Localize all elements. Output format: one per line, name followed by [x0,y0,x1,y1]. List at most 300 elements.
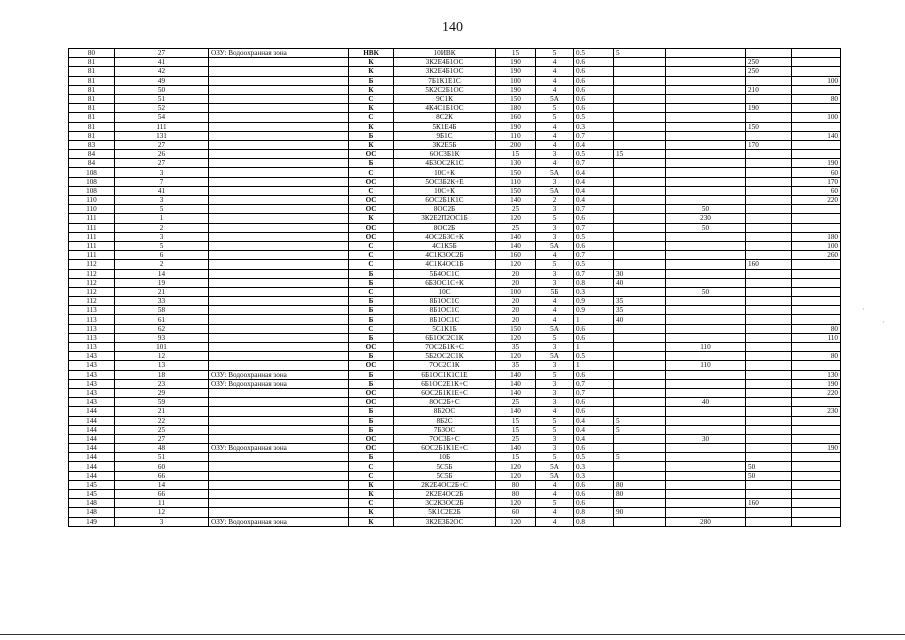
table-cell: 113 [69,343,115,352]
table-cell [746,251,792,260]
table-cell: 0.7 [574,223,614,232]
table-cell: 0.6 [574,444,614,453]
table-cell: 210 [746,85,792,94]
table-row [69,343,841,352]
table-cell: 4 [536,306,574,315]
table-cell: 9С1К [394,94,496,103]
table-cell: 5 [614,416,666,425]
table-cell [209,131,349,140]
table-cell: 5С5Б [394,462,496,471]
table-cell: 113 [69,315,115,324]
table-cell: 11 [115,499,209,508]
table-cell: 4ОС2Б3С+К [394,232,496,241]
table-cell [666,104,746,113]
table-cell [209,462,349,471]
table-cell: 6 [115,251,209,260]
table-cell [209,278,349,287]
table-row [69,85,841,94]
table-cell: 3К2Е4Б1ОС [394,58,496,67]
table-cell: Б [349,315,394,324]
table-cell [209,407,349,416]
table-cell: 33 [115,297,209,306]
table-cell: 15 [496,416,536,425]
table-row [69,113,841,122]
table-cell [209,177,349,186]
table-cell: 8Б2С [394,416,496,425]
table-cell: 60 [496,508,536,517]
table-cell: 5 [536,113,574,122]
table-cell: 23 [115,379,209,388]
table-cell [746,131,792,140]
table-cell [614,223,666,232]
table-cell [614,499,666,508]
table-cell: 111 [69,223,115,232]
table-cell [614,370,666,379]
table-cell: 50 [746,462,792,471]
table-cell: 250 [746,67,792,76]
scan-artifact: · [862,305,865,314]
table-cell [792,434,841,443]
table-cell [746,490,792,499]
table-cell: 100 [792,113,841,122]
table-cell [209,214,349,223]
table-cell: 50 [746,471,792,480]
table-cell: 144 [69,416,115,425]
table-cell: 13 [115,361,209,370]
table-cell: 140 [792,131,841,140]
table-row [69,58,841,67]
table-cell [209,499,349,508]
table-cell: 0.9 [574,297,614,306]
table-cell: 3 [536,150,574,159]
table-cell: 0.9 [574,306,614,315]
table-cell: ОЗУ: Водоохранная зона [209,379,349,388]
table-cell: С [349,287,394,296]
table-cell: 4Б3ОС2К1С [394,159,496,168]
table-cell [209,150,349,159]
table-cell: К [349,517,394,526]
table-cell: ОС [349,361,394,370]
table-cell: 3К2Е4Б1ОС [394,67,496,76]
table-cell: Б [349,407,394,416]
table-cell [792,398,841,407]
table-cell: 250 [746,58,792,67]
table-cell: 120 [496,260,536,269]
table-cell: 3 [115,232,209,241]
page-edge-line [0,634,905,635]
table-cell: 190 [496,58,536,67]
table-cell: 0.7 [574,159,614,168]
table-cell [614,67,666,76]
table-cell [209,398,349,407]
table-cell [209,85,349,94]
table-cell: 80 [792,324,841,333]
table-cell: ОС [349,196,394,205]
table-row [69,517,841,526]
table-cell: 5 [536,425,574,434]
table-cell: 2 [536,196,574,205]
table-cell: 50 [115,85,209,94]
table-cell: С [349,324,394,333]
table-cell: 100 [496,76,536,85]
table-cell [746,269,792,278]
table-cell: 0.6 [574,214,614,223]
table-cell: 20 [496,315,536,324]
table-cell: 120 [496,214,536,223]
table-cell [614,76,666,85]
table-cell: 180 [792,232,841,241]
table-cell [614,388,666,397]
table-cell [792,480,841,489]
table-cell: 3 [536,205,574,214]
table-cell: 80 [792,94,841,103]
table-cell: 0.4 [574,177,614,186]
table-cell [666,159,746,168]
table-cell: 6Б3ОС1С+К [394,278,496,287]
table-cell [666,324,746,333]
table-cell: 5 [536,104,574,113]
table-cell [209,361,349,370]
table-cell: ОС [349,388,394,397]
table-cell: 4С1К3ОС2Б [394,251,496,260]
table-cell [209,480,349,489]
table-body [69,49,841,527]
table-cell [792,306,841,315]
table-cell [666,150,746,159]
table-cell [209,490,349,499]
table-cell [614,196,666,205]
table-cell: 50 [666,205,746,214]
table-cell: 140 [496,388,536,397]
table-row [69,186,841,195]
table-cell [209,168,349,177]
table-cell: 61 [115,315,209,324]
table-cell [666,260,746,269]
table-cell: 25 [496,398,536,407]
table-cell: 4 [536,140,574,149]
table-cell: 0.8 [574,278,614,287]
table-row [69,94,841,103]
table-cell [666,140,746,149]
table-cell: 100 [792,76,841,85]
table-cell: 3 [536,388,574,397]
table-cell: 5А [536,471,574,480]
table-cell: 81 [69,67,115,76]
table-cell: 111 [69,251,115,260]
table-cell [666,379,746,388]
table-cell: 220 [792,196,841,205]
table-row [69,388,841,397]
table-cell: 190 [746,104,792,113]
table-cell: 143 [69,379,115,388]
table-cell: 5К1Е4Б [394,122,496,131]
table-cell: 230 [666,214,746,223]
table-cell: С [349,186,394,195]
table-cell [614,94,666,103]
table-cell [209,223,349,232]
table-cell: 0.5 [574,232,614,241]
table-cell: 0.3 [574,287,614,296]
table-cell [792,140,841,149]
table-cell [792,205,841,214]
table-cell: 4 [536,122,574,131]
table-cell [792,517,841,526]
table-cell [666,177,746,186]
table-row [69,122,841,131]
table-cell: 40 [614,278,666,287]
table-cell: 7 [115,177,209,186]
table-cell: 30 [666,434,746,443]
table-cell [666,471,746,480]
table-row [69,241,841,250]
table-cell [209,232,349,241]
table-cell [209,297,349,306]
table-cell: 5Б2ОС2С1К [394,352,496,361]
table-cell: 190 [792,379,841,388]
table-cell: 149 [69,517,115,526]
table-cell [666,352,746,361]
table-cell: 4 [536,490,574,499]
table-cell: ОЗУ: Водоохранная зона [209,370,349,379]
table-cell [614,324,666,333]
table-row [69,251,841,260]
table-cell [666,168,746,177]
table-cell: 10С [394,287,496,296]
table-cell: 150 [496,186,536,195]
table-cell: 0.3 [574,462,614,471]
table-cell: 190 [792,159,841,168]
table-cell: 2 [115,223,209,232]
table-cell: 113 [69,333,115,342]
table-cell [792,269,841,278]
table-row [69,471,841,480]
table-cell: 0.6 [574,324,614,333]
table-cell: 3 [536,361,574,370]
table-row [69,499,841,508]
table-cell: С [349,499,394,508]
table-cell: 3 [536,444,574,453]
table-cell [666,113,746,122]
table-cell: 12 [115,508,209,517]
table-cell [209,186,349,195]
table-cell [746,508,792,517]
table-cell: 5 [536,499,574,508]
table-cell: 120 [496,499,536,508]
table-cell: 19 [115,278,209,287]
table-cell: 143 [69,361,115,370]
table-cell [666,241,746,250]
table-cell: К [349,58,394,67]
table-cell: 80 [614,480,666,489]
table-cell: 0.6 [574,85,614,94]
table-cell: 120 [496,352,536,361]
table-cell [209,425,349,434]
table-cell: 83 [69,140,115,149]
table-cell: 0.7 [574,131,614,140]
table-row [69,480,841,489]
table-row [69,398,841,407]
table-cell: НВК [349,49,394,58]
table-cell: 5С1К1Б [394,324,496,333]
table-cell: 80 [792,352,841,361]
table-cell: 2К2Е4ОС2Б [394,490,496,499]
table-cell [746,186,792,195]
table-cell: 0.3 [574,122,614,131]
table-cell [666,444,746,453]
table-cell: Б [349,76,394,85]
table-cell: Б [349,453,394,462]
table-cell [746,205,792,214]
table-row [69,269,841,278]
table-cell [666,232,746,241]
table-cell: 66 [115,490,209,499]
table-cell: Б [349,370,394,379]
table-cell [209,416,349,425]
table-cell [614,352,666,361]
table-cell: 51 [115,94,209,103]
table-row [69,416,841,425]
table-cell: ОС [349,232,394,241]
table-cell: 140 [496,241,536,250]
table-cell: 80 [614,490,666,499]
table-cell: 148 [69,508,115,517]
table-cell [666,370,746,379]
table-cell [209,251,349,260]
table-cell: К [349,214,394,223]
table-cell [792,150,841,159]
table-cell [209,306,349,315]
table-cell: 15 [496,49,536,58]
table-cell [209,58,349,67]
table-cell [746,398,792,407]
table-cell: 5 [614,453,666,462]
table-cell: 60 [115,462,209,471]
table-cell: 5 [536,333,574,342]
table-cell: К [349,480,394,489]
table-cell [614,287,666,296]
table-cell: 4К4С1Б1ОС [394,104,496,113]
table-cell: 0.5 [574,260,614,269]
table-cell [209,159,349,168]
table-cell: 112 [69,297,115,306]
table-cell: 8Б2ОС [394,407,496,416]
table-cell [209,67,349,76]
table-cell: 60 [792,186,841,195]
table-row [69,407,841,416]
table-cell: 100 [496,287,536,296]
table-cell: 41 [115,58,209,67]
table-row [69,444,841,453]
table-cell [746,388,792,397]
table-cell: 6Б1ОС1К1С1Е [394,370,496,379]
table-cell [666,388,746,397]
table-cell: 15 [496,150,536,159]
table-cell: 0.8 [574,517,614,526]
table-cell: 160 [746,260,792,269]
table-cell [209,324,349,333]
table-cell: 5 [115,241,209,250]
table-cell: 0.6 [574,480,614,489]
table-cell [209,453,349,462]
table-cell: 5 [536,214,574,223]
table-cell: 150 [496,94,536,103]
table-cell [746,214,792,223]
table-cell: 0.5 [574,113,614,122]
table-cell: 144 [69,444,115,453]
table-cell: 6ОС2Б1К1Е+С [394,388,496,397]
table-cell: 5А [536,186,574,195]
table-cell: Б [349,379,394,388]
table-cell [614,251,666,260]
table-cell: 108 [69,168,115,177]
table-cell: 140 [496,407,536,416]
table-cell [792,508,841,517]
table-cell [666,58,746,67]
table-cell: 80 [496,480,536,489]
table-row [69,150,841,159]
table-cell: 6Б1ОС2С1К [394,333,496,342]
table-cell: 5 [536,370,574,379]
table-cell [666,94,746,103]
table-cell: 0.5 [574,150,614,159]
table-cell: 0.6 [574,398,614,407]
table-cell [666,76,746,85]
table-cell [792,67,841,76]
table-cell: 3 [115,168,209,177]
table-cell [614,131,666,140]
table-cell: 0.5 [574,49,614,58]
table-cell: 112 [69,287,115,296]
table-cell: 140 [496,379,536,388]
table-cell: 0.8 [574,508,614,517]
table-cell: ОЗУ: Водоохранная зона [209,517,349,526]
table-cell: 0.3 [574,471,614,480]
table-cell [746,241,792,250]
table-cell: 80 [496,490,536,499]
table-cell: 4 [536,297,574,306]
table-cell: 25 [496,205,536,214]
table-cell [666,490,746,499]
table-cell: 190 [496,85,536,94]
table-cell: 4 [536,58,574,67]
table-cell: 200 [496,140,536,149]
table-cell: ОЗУ: Водоохранная зона [209,444,349,453]
table-cell [614,260,666,269]
table-cell [746,150,792,159]
table-cell [209,269,349,278]
table-cell: 4 [536,159,574,168]
table-cell: 4 [536,85,574,94]
table-cell: 5 [536,453,574,462]
table-cell [746,434,792,443]
table-cell [746,196,792,205]
table-cell: 5А [536,462,574,471]
table-cell: 0.6 [574,94,614,103]
table-cell: Б [349,269,394,278]
table-cell: 14 [115,269,209,278]
table-cell: 143 [69,352,115,361]
table-cell [746,361,792,370]
table-cell [666,278,746,287]
table-cell: 81 [69,113,115,122]
table-cell: 4 [536,315,574,324]
table-cell: 25 [496,434,536,443]
table-cell: 110 [666,343,746,352]
table-cell: 143 [69,370,115,379]
table-cell: 50 [666,287,746,296]
table-cell [746,370,792,379]
table-row [69,508,841,517]
